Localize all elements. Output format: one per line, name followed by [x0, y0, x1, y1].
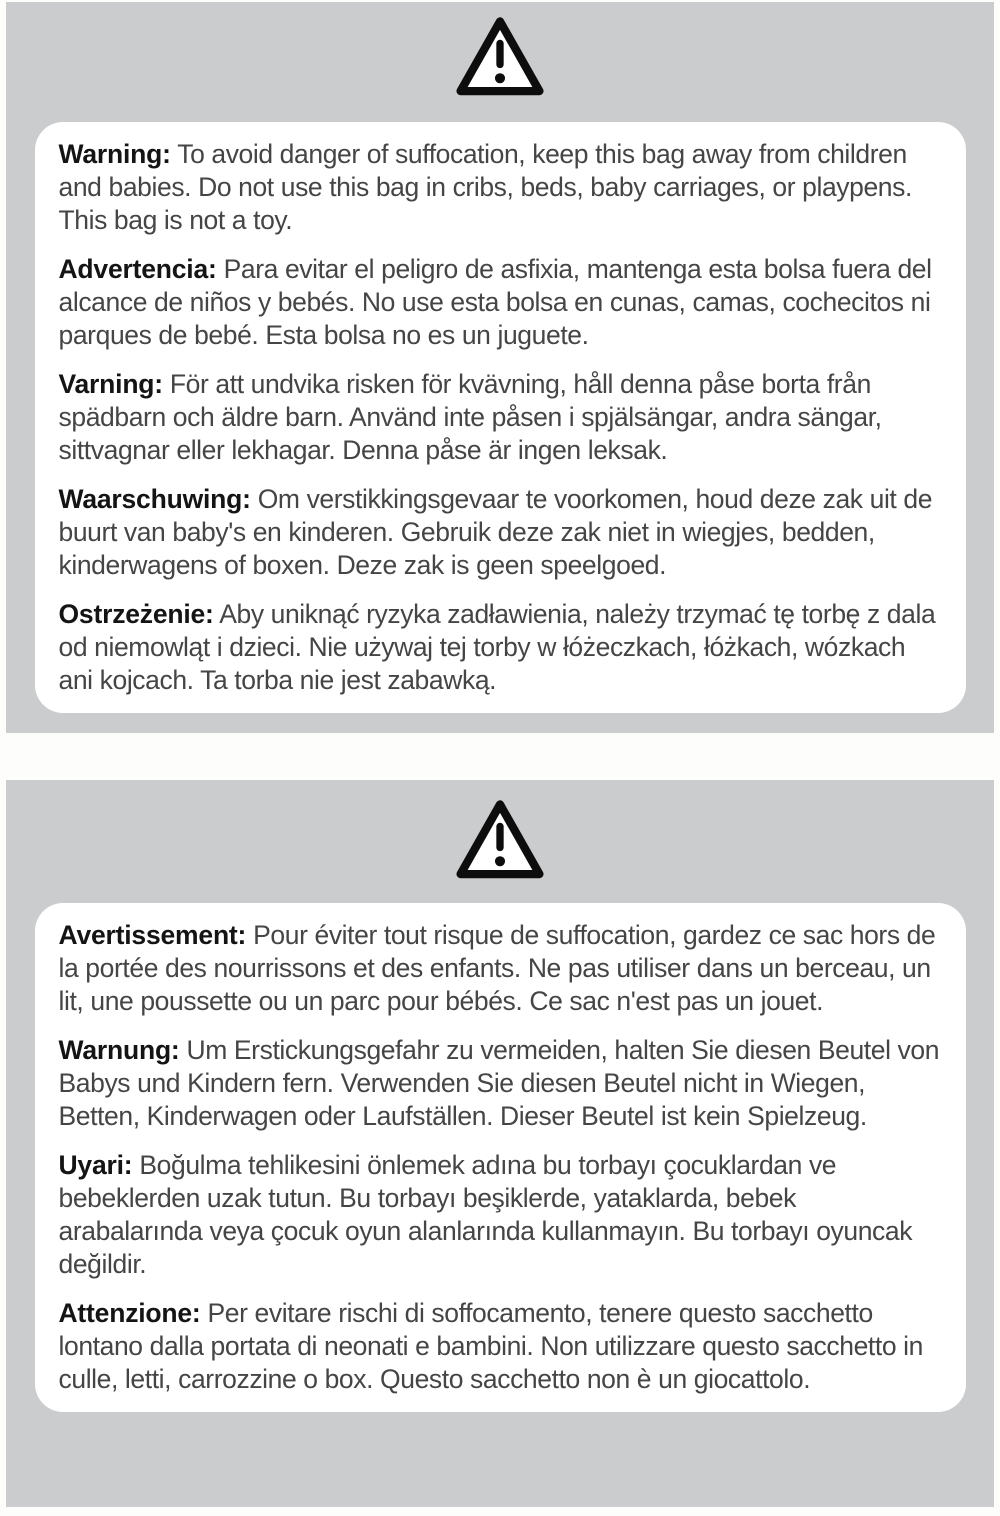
warning-paragraph-german [59, 1034, 942, 1133]
warning-triangle-wrap [6, 780, 994, 891]
warning-paragraph-dutch [59, 483, 942, 582]
warning-triangle-icon [454, 15, 546, 108]
warning-language-label: Warning: [58, 139, 171, 169]
warning-paragraph-spanish [59, 253, 942, 352]
warning-triangle-wrap [6, 2, 994, 108]
warning-paragraph-turkish [59, 1149, 942, 1281]
warning-panel-top [6, 2, 994, 733]
warning-language-label: Warnung: [58, 1035, 180, 1065]
warning-card-top [35, 122, 966, 713]
warning-text: Um Erstickungsgefahr zu vermeiden, halten Sie diesen Beutel von Babys und Kindern fern. Verwenden Sie diesen Beutel nicht in Wiegen, Betten, Kinderwagen oder Laufställen. Dieser Beutel ist kein Spielzeug. [58, 1035, 940, 1131]
warning-text: För att undvika risken för kvävning, håll denna påse borta från spädbarn och äldre barn. Använd inte påsen i spjälsängar, andra sängar, sittvagnar eller lekhagar. Denna påse är ingen leksak. [58, 369, 882, 465]
warning-language-label: Waarschuwing: [58, 484, 251, 514]
warning-language-label: Uyari: [58, 1150, 133, 1180]
panel-divider-gap [0, 733, 1000, 780]
warning-triangle-icon [454, 798, 546, 891]
warning-panel-bottom [6, 780, 994, 1507]
warning-text: Om verstikkingsgevaar te voorkomen, houd deze zak uit de buurt van baby's en kinderen. Gebruik deze zak niet in wiegjes, bedden, kinderwagens of boxen. Deze zak is geen speelgoed. [58, 484, 933, 580]
warning-language-label: Ostrzeżenie: [58, 599, 214, 629]
warning-language-label: Avertissement: [58, 920, 247, 950]
warning-text: Para evitar el peligro de asfixia, mantenga esta bolsa fuera del alcance de niños y bebés. No use esta bolsa en cunas, camas, cochecitos ni parques de bebé. Esta bolsa no es un juguete. [58, 254, 932, 350]
warning-language-label: Attenzione: [58, 1298, 201, 1328]
warning-paragraph-english [59, 138, 942, 237]
warning-text: To avoid danger of suffocation, keep this bag away from children and babies. Do not use this bag in cribs, beds, baby carriages, or playpens. This bag is not a toy. [58, 139, 912, 235]
warning-paragraph-polish [59, 598, 942, 697]
warning-paragraph-italian [59, 1297, 942, 1396]
warning-paragraph-swedish [59, 368, 942, 467]
warning-text: Aby uniknąć ryzyka zadławienia, należy trzymać tę torbę z dala od niemowląt i dzieci. Nie używaj tej torby w łóżeczkach, łóżkach, wózkach ani kojcach. Ta torba nie jest zabawką. [58, 599, 936, 695]
warning-text: Per evitare rischi di soffocamento, tenere questo sacchetto lontano dalla portata di neonati e bambini. Non utilizzare questo sacchetto in culle, letti, carrozzine o box. Questo sacchetto non è un giocattolo. [58, 1298, 923, 1394]
warning-text: Pour éviter tout risque de suffocation, gardez ce sac hors de la portée des nourrissons et des enfants. Ne pas utiliser dans un berceau, un lit, une poussette ou un parc pour bébés. Ce sac n'est pas un jouet. [58, 920, 936, 1016]
warning-language-label: Varning: [58, 369, 163, 399]
warning-language-label: Advertencia: [58, 254, 217, 284]
warning-card-bottom [35, 903, 966, 1412]
warning-text: Boğulma tehlikesini önlemek adına bu torbayı çocuklardan ve bebeklerden uzak tutun. Bu torbayı beşiklerde, yataklarda, bebek arabalarında veya çocuk oyun alanlarında kullanmayın. Bu torbayı oyuncak değildir. [58, 1150, 913, 1279]
warning-paragraph-french [59, 919, 942, 1018]
